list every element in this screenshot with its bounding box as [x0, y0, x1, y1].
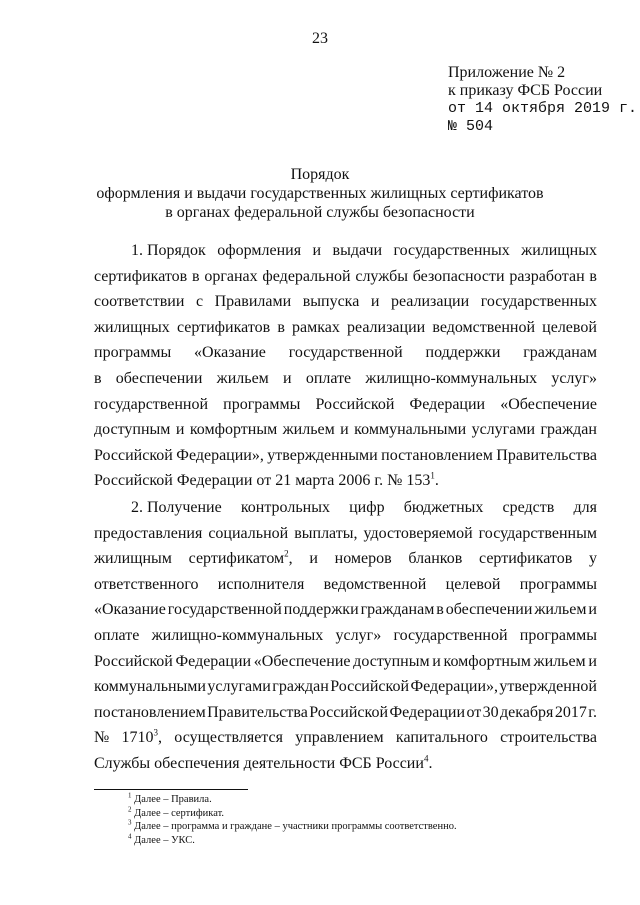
- text: Российской Федерации от 21 марта 2006 г. № $153^1$.: [94, 471, 439, 490]
- word: выпуска: [302, 293, 360, 311]
- word: Российской: [94, 652, 173, 670]
- word: обеспечении: [445, 601, 533, 619]
- text-line: [94, 468, 597, 494]
- footnote: [128, 807, 457, 821]
- word: службы: [355, 267, 408, 285]
- word: [284, 550, 293, 567]
- word: жильем: [216, 369, 269, 387]
- text-line: [94, 674, 597, 700]
- word: коммунальными: [94, 678, 206, 696]
- word: «Оказание: [94, 601, 166, 619]
- word: постановлением: [381, 446, 493, 464]
- footnote-ref: 2: [284, 548, 289, 559]
- word: Правительства: [207, 703, 308, 721]
- word: Правилами: [214, 293, 292, 311]
- word: утвержденной: [499, 678, 597, 696]
- word: г.: [588, 703, 597, 721]
- word: для: [573, 499, 597, 516]
- word: программы: [223, 395, 301, 413]
- word: жилищно-коммунальных: [151, 626, 324, 644]
- word: органах: [204, 267, 258, 285]
- word: Федерации: [175, 652, 252, 670]
- word: оплате: [305, 369, 352, 387]
- word: ,: [158, 729, 163, 747]
- word: выплаты,: [294, 524, 358, 542]
- word: выдачи: [332, 242, 383, 259]
- text-line: [94, 700, 597, 726]
- word: и: [340, 421, 349, 439]
- word: безопасности: [412, 267, 505, 285]
- footnote: [128, 834, 457, 848]
- appendix-date: от 14 октября 2019 г.: [448, 100, 638, 117]
- word: декабря: [500, 703, 554, 721]
- text-line: [94, 443, 597, 469]
- word: в: [277, 318, 285, 336]
- text-line: [94, 340, 597, 366]
- word: сертификатов: [94, 267, 188, 285]
- word: государственной: [94, 395, 209, 413]
- word: и: [432, 652, 441, 670]
- word: в: [436, 601, 444, 619]
- word: жильем: [282, 421, 335, 439]
- word: капитального: [395, 729, 488, 747]
- text-line: [94, 546, 597, 572]
- word: сертификатом$^2$,: [188, 548, 293, 568]
- word: поддержки: [425, 344, 501, 362]
- word: и: [588, 652, 597, 670]
- word: цифр: [349, 499, 385, 516]
- word: ответственного: [94, 575, 199, 593]
- word: сертификатов: [479, 550, 573, 568]
- text-line: [94, 725, 597, 751]
- word: и: [588, 601, 597, 619]
- word: гражданам: [360, 601, 435, 619]
- word: услуг»: [335, 626, 382, 644]
- word: Российской: [94, 446, 173, 464]
- text: Службы обеспечения деятельности ФСБ России$^4$.: [94, 753, 433, 772]
- word: услугами: [207, 678, 271, 696]
- footnote-ref: 4: [128, 832, 132, 840]
- word: жилищным: [94, 550, 172, 568]
- appendix-line: к приказу ФСБ России: [448, 82, 603, 99]
- word: 1. Порядок: [131, 242, 206, 259]
- word: от: [466, 703, 482, 721]
- word: государственной: [167, 601, 282, 619]
- word: Федерации»,: [410, 678, 499, 696]
- word: в: [94, 369, 102, 387]
- appendix-block: [448, 64, 637, 136]
- text-line: [94, 238, 597, 264]
- appendix-line: Приложение № 2: [448, 64, 566, 81]
- footnote-text: Далее – сертификат.: [134, 807, 225, 819]
- word: утвержденными: [267, 446, 378, 464]
- appendix-number: № 504: [448, 118, 494, 135]
- paragraph-1: [94, 238, 597, 494]
- word: постановлением: [94, 703, 206, 721]
- word: в: [192, 267, 200, 285]
- text-line: [94, 392, 597, 418]
- word: номеров: [334, 550, 392, 568]
- word: бюджетных: [403, 499, 484, 516]
- word: удостоверяемой: [363, 524, 473, 542]
- word: услуг»: [551, 369, 597, 387]
- footnotes: [128, 793, 457, 847]
- word: государственных: [480, 293, 597, 311]
- word: 2017: [554, 703, 587, 721]
- word: и: [283, 369, 292, 387]
- text-line: [94, 366, 597, 392]
- word: с: [195, 293, 204, 311]
- word: средств: [502, 499, 555, 516]
- footnote-ref: 4: [423, 753, 429, 764]
- footnote-ref: 1: [430, 471, 435, 482]
- word: жилищных: [94, 318, 170, 336]
- word: №: [94, 729, 110, 747]
- word: жильем: [534, 601, 587, 619]
- word: и: [312, 242, 322, 259]
- text-line: [94, 315, 597, 341]
- word: коммунальными: [354, 421, 467, 439]
- word: ,: [288, 550, 293, 568]
- text-line: [94, 572, 597, 598]
- word: социальной: [208, 524, 289, 542]
- word: комфортным: [189, 421, 278, 439]
- word: целевой: [445, 575, 501, 593]
- word: ведомственной: [432, 318, 536, 336]
- word: программы: [94, 344, 172, 362]
- word: Федерации»,: [176, 446, 264, 464]
- word: контрольных: [240, 499, 330, 516]
- word: Российской: [330, 678, 410, 696]
- word: жильем: [533, 652, 586, 670]
- footnote: [128, 793, 457, 807]
- word: жилищно-коммунальных: [365, 369, 538, 387]
- word: 1710$^3$,: [121, 728, 163, 747]
- word: граждан: [272, 678, 329, 696]
- page-number: 23: [312, 30, 328, 47]
- word: осуществляется: [174, 729, 283, 747]
- word: бланков: [408, 550, 463, 568]
- document-title: [0, 165, 640, 222]
- footnote-text: Далее – Правила.: [134, 794, 212, 805]
- word: ведомственной: [323, 575, 427, 593]
- word: оплате: [94, 626, 140, 644]
- title-line: Порядок: [290, 166, 350, 183]
- word: Правительства: [496, 446, 597, 464]
- text-line: [94, 417, 597, 443]
- word: граждан: [540, 421, 597, 439]
- word: целевой: [542, 318, 597, 336]
- word: доступным: [94, 421, 171, 439]
- word: гражданам: [523, 344, 597, 362]
- word: программы: [519, 626, 597, 644]
- word: Федерации: [409, 395, 486, 413]
- word: управлением: [295, 729, 384, 747]
- word: поддержки: [283, 601, 359, 619]
- word: 30: [482, 703, 499, 721]
- footnote-ref: 2: [128, 805, 132, 813]
- footnote-text: Далее – программа и граждане – участники программы соответственно.: [134, 821, 457, 832]
- paragraph-2: [94, 495, 597, 777]
- word: государственным: [478, 524, 597, 542]
- footnote: [128, 820, 457, 834]
- text-line: [94, 649, 597, 675]
- word: Российской: [309, 703, 389, 721]
- word: услугами: [471, 421, 536, 439]
- word: государственной: [288, 344, 403, 362]
- word: государственных: [393, 242, 510, 259]
- word: у: [588, 550, 597, 568]
- word: в: [589, 267, 597, 285]
- word: исполнителя: [217, 575, 305, 593]
- footnote-ref: 3: [153, 728, 159, 739]
- footnote-ref: 1: [128, 791, 132, 800]
- word: программы: [519, 575, 597, 593]
- text-line: [94, 751, 597, 777]
- word: соответствии: [94, 293, 185, 311]
- word: «Обеспечение: [253, 652, 351, 670]
- text-line: [94, 264, 597, 290]
- word: строительства: [500, 729, 597, 747]
- word: предоставления: [94, 524, 203, 542]
- word: государственной: [393, 626, 508, 644]
- word: реализации: [390, 293, 470, 311]
- word: разработан: [509, 267, 585, 285]
- word: оформления: [217, 242, 302, 259]
- footnote-separator: [94, 789, 248, 790]
- word: федеральной: [262, 267, 351, 285]
- title-line: в органах федеральной службы безопасности: [165, 204, 475, 221]
- footnote-ref: 3: [128, 818, 132, 827]
- word: комфортным: [443, 652, 531, 670]
- word: жилищных: [521, 242, 597, 259]
- text-line: [94, 597, 597, 623]
- word: Федерации: [389, 703, 466, 721]
- word: обеспечении: [115, 369, 203, 387]
- word: Российской: [315, 395, 395, 413]
- word: рамках: [292, 318, 340, 336]
- word: «Оказание: [194, 344, 266, 362]
- word: 2. Получение: [131, 499, 222, 516]
- text-line: [94, 495, 597, 521]
- title-line: оформления и выдачи государственных жилищных сертификатов: [96, 185, 544, 202]
- footnote-text: Далее – УКС.: [134, 834, 195, 846]
- text-line: [94, 521, 597, 547]
- word: реализации: [347, 318, 426, 336]
- word: «Обеспечение: [500, 395, 597, 413]
- text-line: [94, 289, 597, 315]
- word: и: [370, 293, 380, 311]
- word: доступным: [353, 652, 430, 670]
- word: и: [175, 421, 185, 439]
- word: и: [309, 550, 318, 568]
- text-line: [94, 623, 597, 649]
- word: сертификатов: [176, 318, 271, 336]
